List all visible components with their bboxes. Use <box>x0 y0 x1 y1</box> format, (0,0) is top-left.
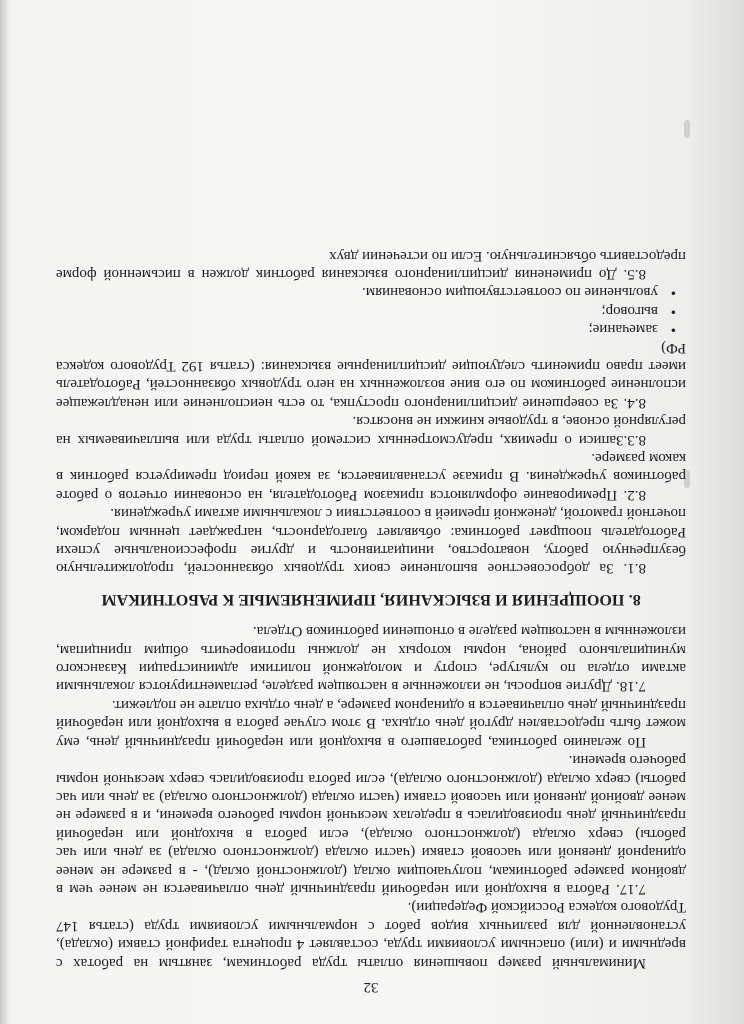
section-8-heading: 8. ПООЩРЕНИЯ И ВЗЫСКАНИЯ, ПРИМЕНЯЕМЫЕ К РАБОТНИКАМ <box>101 590 641 608</box>
list-item: • выговор; <box>56 301 658 319</box>
document-body <box>56 246 686 996</box>
paragraph-7-17-day-off: По желанию работника, работавшего в выходной или нерабочий праздничный день, ему может быть предоставлен другой день отдыха. В этом случае работа в выходной или нерабочий праздничный день оплачивается в одинарном размере, а день отдыха оплате не подлежит. <box>56 696 686 750</box>
paragraph-7-18: 7.18. Другие вопросы, не изложенные в настоящем разделе, регламентируются локальными актами отдела по культуре, спорту и молодежной политики администрации Казанского муниципального района, нормы которых не должны противоречить общим принципам, изложенным в настоящем разделе в отношении работников Отдела. <box>56 623 686 695</box>
paragraph-8-4: 8.4. За совершение дисциплинарного проступка, то есть неисполнение или ненадлежащее исполнение работником по его вине возложенных на него трудовых обязанностей, Работодатель имеет право применить следующие дисциплинарные взыскания: (статья 192 Трудового кодекса РФ) <box>56 339 686 411</box>
list-item: • увольнение по соответствующим основаниям. <box>56 283 658 301</box>
paragraph-7-16: Минимальный размер повышения оплаты труда работникам, занятым на работах с вредными и (или) опасными условиями труда, составляет 4 процента тарифной ставки (оклада), установленной для различных видов работ с нормальными условиями труда (статья 147 Трудового кодекса Российской Федерации). <box>56 899 686 971</box>
paragraph-8-3: 8.3.Записи о премиях, предусмотренных системой оплаты труда или выплачиваемых на регулярной основе, в трудовые книжки не вносятся. <box>56 413 686 448</box>
page-number: 32 <box>363 979 379 995</box>
paragraph-8-5: 8.5. До применения дисциплинарного взыскания работник должен в письменной форме предоставить объяснительную. Если по истечении двух <box>56 247 686 282</box>
paragraph-8-1: 8.1. За добросовестное выполнение своих трудовых обязанностей, продолжительную безупречную работу, новаторство, инициативность и другие профессиональные успехи Работодатель поощряет работника: объявляет благодарность, награждает ценным подарком, почетной грамотой, денежной премией в соответствии с локальными актами учреждения. <box>56 505 686 577</box>
paragraph-8-2: 8.2. Премирование оформляются приказом Работодателя, на основании отчетов о работе работников учреждения. В приказе устанавливается, за какой период премируется работник в каком размере. <box>56 450 686 503</box>
list-item: • замечание; <box>56 320 658 338</box>
disciplinary-penalties-list <box>56 283 686 338</box>
paragraph-7-17: 7.17. Работа в выходной или нерабочий праздничный день оплачивается не менее чем в двойном размере работникам, получающим оклад (должностной оклад), - в размере не менее одинарной дневной или часовой ставки (части оклада (должностного оклада) за день или час работы) сверх оклада (должностного оклада), если работа в выходной или нерабочий праздничный день производилась в пределах месячной нормы рабочего времени, и в размере не менее двойной дневной или часовой ставки (части оклада (должностного оклада) за день или час работы) сверх оклада (должностного оклада), если работа производилась сверх месячной нормы рабочего времени. <box>56 752 686 897</box>
